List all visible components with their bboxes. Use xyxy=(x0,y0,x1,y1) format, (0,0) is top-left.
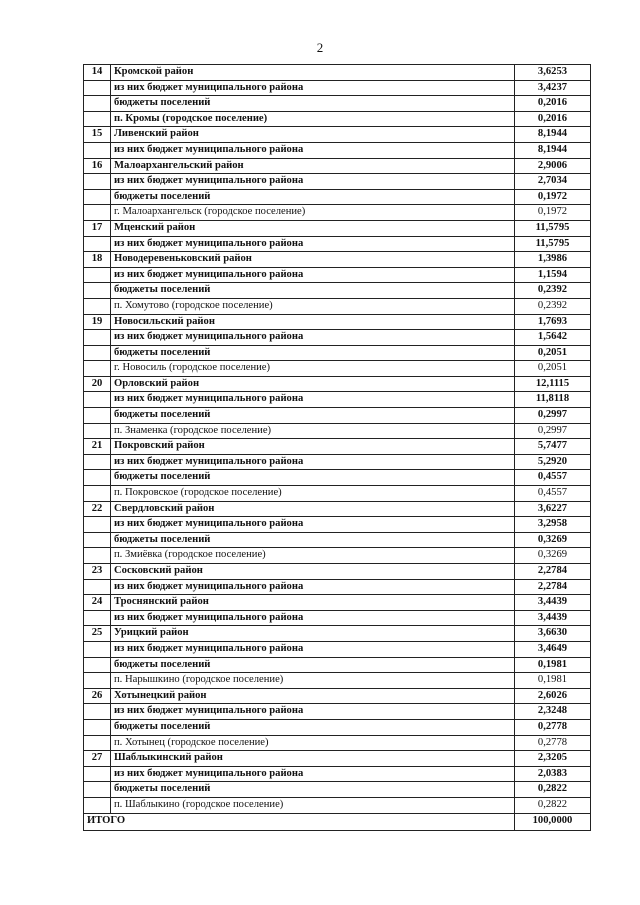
table-row xyxy=(84,641,591,657)
table-row xyxy=(84,298,591,314)
total-label: ИТОГО xyxy=(84,813,515,830)
row-value: 0,2997 xyxy=(515,408,591,424)
table-row xyxy=(84,501,591,517)
row-number: 14 xyxy=(84,65,111,81)
table-row xyxy=(84,220,591,236)
row-name: бюджеты поселений xyxy=(111,189,515,205)
row-name: Новосильский район xyxy=(111,314,515,330)
table-body xyxy=(84,65,591,831)
table-row xyxy=(84,719,591,735)
row-name: Шаблыкинский район xyxy=(111,751,515,767)
row-name: из них бюджет муниципального района xyxy=(111,766,515,782)
row-value: 2,2784 xyxy=(515,564,591,580)
row-number xyxy=(84,486,111,502)
row-name: из них бюджет муниципального района xyxy=(111,454,515,470)
row-number: 21 xyxy=(84,439,111,455)
row-value: 8,1944 xyxy=(515,142,591,158)
row-number xyxy=(84,673,111,689)
table-row xyxy=(84,142,591,158)
row-number xyxy=(84,641,111,657)
row-number xyxy=(84,189,111,205)
table-row xyxy=(84,392,591,408)
row-number xyxy=(84,392,111,408)
table-row xyxy=(84,797,591,813)
row-number: 18 xyxy=(84,252,111,268)
row-number xyxy=(84,610,111,626)
row-value: 0,1981 xyxy=(515,657,591,673)
table-row xyxy=(84,423,591,439)
table-row xyxy=(84,330,591,346)
row-number xyxy=(84,361,111,377)
row-name: п. Змиёвка (городское поселение) xyxy=(111,548,515,564)
table-row xyxy=(84,80,591,96)
row-value: 3,6630 xyxy=(515,626,591,642)
total-value: 100,0000 xyxy=(515,813,591,830)
row-number: 22 xyxy=(84,501,111,517)
row-name: Сосковский район xyxy=(111,564,515,580)
table-row xyxy=(84,517,591,533)
row-number xyxy=(84,657,111,673)
row-number: 25 xyxy=(84,626,111,642)
row-value: 0,4557 xyxy=(515,486,591,502)
row-name: Орловский район xyxy=(111,376,515,392)
table-row xyxy=(84,751,591,767)
row-number: 19 xyxy=(84,314,111,330)
table-row xyxy=(84,735,591,751)
row-value: 0,2051 xyxy=(515,345,591,361)
row-name: г. Новосиль (городское поселение) xyxy=(111,361,515,377)
row-number xyxy=(84,298,111,314)
table-row xyxy=(84,408,591,424)
row-name: из них бюджет муниципального района xyxy=(111,142,515,158)
row-number xyxy=(84,205,111,221)
row-value: 3,6253 xyxy=(515,65,591,81)
row-value: 0,1972 xyxy=(515,205,591,221)
row-number: 16 xyxy=(84,158,111,174)
row-number xyxy=(84,283,111,299)
row-number xyxy=(84,111,111,127)
row-value: 0,1972 xyxy=(515,189,591,205)
row-name: Хотынецкий район xyxy=(111,688,515,704)
row-value: 12,1115 xyxy=(515,376,591,392)
row-number xyxy=(84,579,111,595)
row-number xyxy=(84,470,111,486)
row-number xyxy=(84,267,111,283)
row-value: 5,7477 xyxy=(515,439,591,455)
row-name: п. Хотынец (городское поселение) xyxy=(111,735,515,751)
row-value: 0,3269 xyxy=(515,548,591,564)
row-value: 0,4557 xyxy=(515,470,591,486)
table-row xyxy=(84,236,591,252)
row-name: из них бюджет муниципального района xyxy=(111,579,515,595)
row-value: 0,2778 xyxy=(515,735,591,751)
row-name: из них бюджет муниципального района xyxy=(111,610,515,626)
row-value: 1,7693 xyxy=(515,314,591,330)
row-value: 3,4439 xyxy=(515,610,591,626)
row-value: 0,2016 xyxy=(515,96,591,112)
table-row xyxy=(84,704,591,720)
row-name: бюджеты поселений xyxy=(111,345,515,361)
table-row xyxy=(84,252,591,268)
table-row xyxy=(84,174,591,190)
row-value: 0,2778 xyxy=(515,719,591,735)
row-number xyxy=(84,330,111,346)
row-number xyxy=(84,532,111,548)
table-row xyxy=(84,595,591,611)
row-name: бюджеты поселений xyxy=(111,532,515,548)
table-row xyxy=(84,548,591,564)
row-name: из них бюджет муниципального района xyxy=(111,641,515,657)
row-number xyxy=(84,797,111,813)
table-row xyxy=(84,657,591,673)
table-row xyxy=(84,127,591,143)
table-row xyxy=(84,96,591,112)
table-row xyxy=(84,688,591,704)
row-name: п. Нарышкино (городское поселение) xyxy=(111,673,515,689)
table-row xyxy=(84,439,591,455)
row-number: 20 xyxy=(84,376,111,392)
row-number xyxy=(84,174,111,190)
row-number: 15 xyxy=(84,127,111,143)
table-row xyxy=(84,782,591,798)
row-value: 11,5795 xyxy=(515,236,591,252)
table-row xyxy=(84,610,591,626)
row-name: бюджеты поселений xyxy=(111,657,515,673)
row-value: 2,3248 xyxy=(515,704,591,720)
row-name: бюджеты поселений xyxy=(111,470,515,486)
row-name: из них бюджет муниципального района xyxy=(111,704,515,720)
row-value: 5,2920 xyxy=(515,454,591,470)
row-name: из них бюджет муниципального района xyxy=(111,517,515,533)
row-name: бюджеты поселений xyxy=(111,283,515,299)
row-name: п. Кромы (городское поселение) xyxy=(111,111,515,127)
row-number xyxy=(84,719,111,735)
row-number xyxy=(84,80,111,96)
row-value: 0,2822 xyxy=(515,797,591,813)
row-name: из них бюджет муниципального района xyxy=(111,236,515,252)
table-row xyxy=(84,673,591,689)
row-name: п. Хомутово (городское поселение) xyxy=(111,298,515,314)
row-name: п. Знаменка (городское поселение) xyxy=(111,423,515,439)
table-row xyxy=(84,267,591,283)
row-number xyxy=(84,548,111,564)
row-value: 3,4439 xyxy=(515,595,591,611)
row-value: 11,8118 xyxy=(515,392,591,408)
table-row xyxy=(84,486,591,502)
row-number xyxy=(84,142,111,158)
row-value: 8,1944 xyxy=(515,127,591,143)
row-name: Малоархангельский район xyxy=(111,158,515,174)
row-value: 2,0383 xyxy=(515,766,591,782)
row-value: 1,5642 xyxy=(515,330,591,346)
row-number: 27 xyxy=(84,751,111,767)
row-name: из них бюджет муниципального района xyxy=(111,80,515,96)
row-name: г. Малоархангельск (городское поселение) xyxy=(111,205,515,221)
row-name: Мценский район xyxy=(111,220,515,236)
row-number: 17 xyxy=(84,220,111,236)
row-value: 2,2784 xyxy=(515,579,591,595)
row-number xyxy=(84,454,111,470)
table-row xyxy=(84,532,591,548)
table-row xyxy=(84,205,591,221)
table-row xyxy=(84,65,591,81)
row-number xyxy=(84,408,111,424)
row-number xyxy=(84,704,111,720)
table-row xyxy=(84,626,591,642)
row-value: 0,2392 xyxy=(515,283,591,299)
table-row xyxy=(84,314,591,330)
row-name: из них бюджет муниципального района xyxy=(111,174,515,190)
row-number xyxy=(84,345,111,361)
row-name: п. Покровское (городское поселение) xyxy=(111,486,515,502)
row-number: 24 xyxy=(84,595,111,611)
table-row xyxy=(84,766,591,782)
table-row xyxy=(84,376,591,392)
row-value: 0,2822 xyxy=(515,782,591,798)
row-value: 0,2016 xyxy=(515,111,591,127)
row-value: 2,3205 xyxy=(515,751,591,767)
row-value: 3,2958 xyxy=(515,517,591,533)
row-number xyxy=(84,766,111,782)
row-value: 0,2051 xyxy=(515,361,591,377)
row-name: Новодеревеньковский район xyxy=(111,252,515,268)
table-row xyxy=(84,158,591,174)
page-number: 2 xyxy=(316,40,324,55)
row-value: 11,5795 xyxy=(515,220,591,236)
row-number: 23 xyxy=(84,564,111,580)
row-name: бюджеты поселений xyxy=(111,782,515,798)
row-number: 26 xyxy=(84,688,111,704)
row-name: Кромской район xyxy=(111,65,515,81)
row-name: бюджеты поселений xyxy=(111,719,515,735)
total-row xyxy=(84,813,591,830)
row-name: бюджеты поселений xyxy=(111,408,515,424)
row-number xyxy=(84,735,111,751)
row-name: Троснянский район xyxy=(111,595,515,611)
table-row xyxy=(84,345,591,361)
row-value: 2,9006 xyxy=(515,158,591,174)
row-value: 3,6227 xyxy=(515,501,591,517)
row-value: 3,4649 xyxy=(515,641,591,657)
row-value: 0,1981 xyxy=(515,673,591,689)
table-row xyxy=(84,579,591,595)
row-name: Покровский район xyxy=(111,439,515,455)
table-row xyxy=(84,564,591,580)
table-row xyxy=(84,283,591,299)
row-name: из них бюджет муниципального района xyxy=(111,267,515,283)
row-number xyxy=(84,517,111,533)
table-row xyxy=(84,189,591,205)
table-row xyxy=(84,361,591,377)
row-name: из них бюджет муниципального района xyxy=(111,330,515,346)
row-value: 0,2392 xyxy=(515,298,591,314)
row-number xyxy=(84,96,111,112)
row-name: п. Шаблыкино (городское поселение) xyxy=(111,797,515,813)
table-row xyxy=(84,470,591,486)
row-name: бюджеты поселений xyxy=(111,96,515,112)
row-value: 2,7034 xyxy=(515,174,591,190)
table-row xyxy=(84,454,591,470)
row-value: 3,4237 xyxy=(515,80,591,96)
row-value: 0,2997 xyxy=(515,423,591,439)
row-value: 0,3269 xyxy=(515,532,591,548)
row-name: Урицкий район xyxy=(111,626,515,642)
row-value: 1,3986 xyxy=(515,252,591,268)
row-name: Ливенский район xyxy=(111,127,515,143)
table-row xyxy=(84,111,591,127)
row-name: Свердловский район xyxy=(111,501,515,517)
row-name: из них бюджет муниципального района xyxy=(111,392,515,408)
allocation-table xyxy=(83,64,591,831)
row-number xyxy=(84,782,111,798)
row-value: 1,1594 xyxy=(515,267,591,283)
row-number xyxy=(84,423,111,439)
row-number xyxy=(84,236,111,252)
row-value: 2,6026 xyxy=(515,688,591,704)
